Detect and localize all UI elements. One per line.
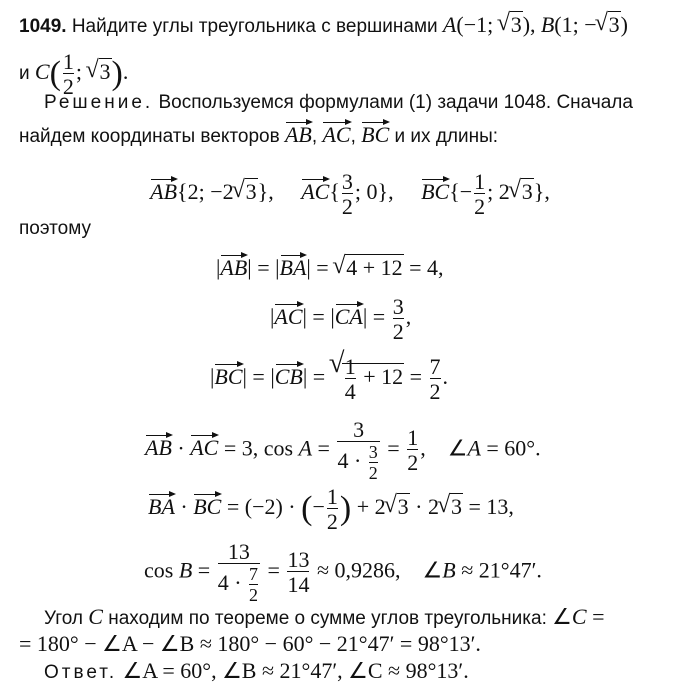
problem-line-1 [19, 14, 628, 38]
solution-line-1 [44, 92, 633, 114]
problem-line-2: и C( $\frac{1}{2}$ ; √ 3). [19, 50, 128, 98]
problem-statement-line-1: Найдите углы треугольника с вершинами A(−1; √ 3), B(1; −√ 3) [72, 16, 628, 37]
angle-c-line-2: = 180° − ∠A − ∠B ≈ 180° − 60° − 21°47′ = 98°13′. [19, 631, 481, 656]
therefore-word: поэтому [19, 218, 91, 239]
solution-label: Решение. [44, 92, 154, 113]
equation-cos-a: AB · AC = 3, cos A = 3 4 · $\frac{3}{2}$ = $\frac{1}{2}$ , ∠A = 60°. [145, 417, 541, 483]
equation-bc-length: |BC| = |CB| = √ $\frac{1}{4}$ + 12 = $\frac{7}{2}$ . [210, 355, 448, 403]
solution-intro-1: Воспользуемся формулами (1) задачи 1048. Сначала [158, 92, 633, 113]
equation-ab-length: |AB| = |BA| = √ 4 + 12 = 4, [216, 255, 444, 279]
equation-ac-length: |AC| = |CA| = $\frac{3}{2}$ , [270, 294, 412, 345]
problem-number: 1049. [19, 16, 67, 37]
angle-c-line-1: Угол C находим по теореме о сумме углов треугольника: ∠C = [44, 604, 605, 629]
answer-label: Ответ. [44, 662, 118, 683]
equation-cos-b: cos B = 13 4 · $\frac{7}{2}$ = $\frac{13}{14}$ ≈ 0,9286, ∠B ≈ 21°47′. [144, 539, 542, 605]
answer-text: ∠A = 60°, ∠B ≈ 21°47′, ∠C ≈ 98°13′. [122, 658, 469, 683]
equation-ba-bc: BA · BC = (−2) · (− $\frac{1}{2}$ ) + 2√ 3 · 2√ 3 = 13, [148, 485, 514, 533]
answer-line [44, 660, 469, 684]
vector-coordinates: AB{2; −2√ 3}, AC{ $\frac{3}{2}$ ; 0}, BC{− $\frac{1}{2}$ ; 2√ 3}, [0, 170, 700, 218]
solution-line-2: найдем координаты векторов AB, AC, BC и их длины: [19, 122, 499, 147]
